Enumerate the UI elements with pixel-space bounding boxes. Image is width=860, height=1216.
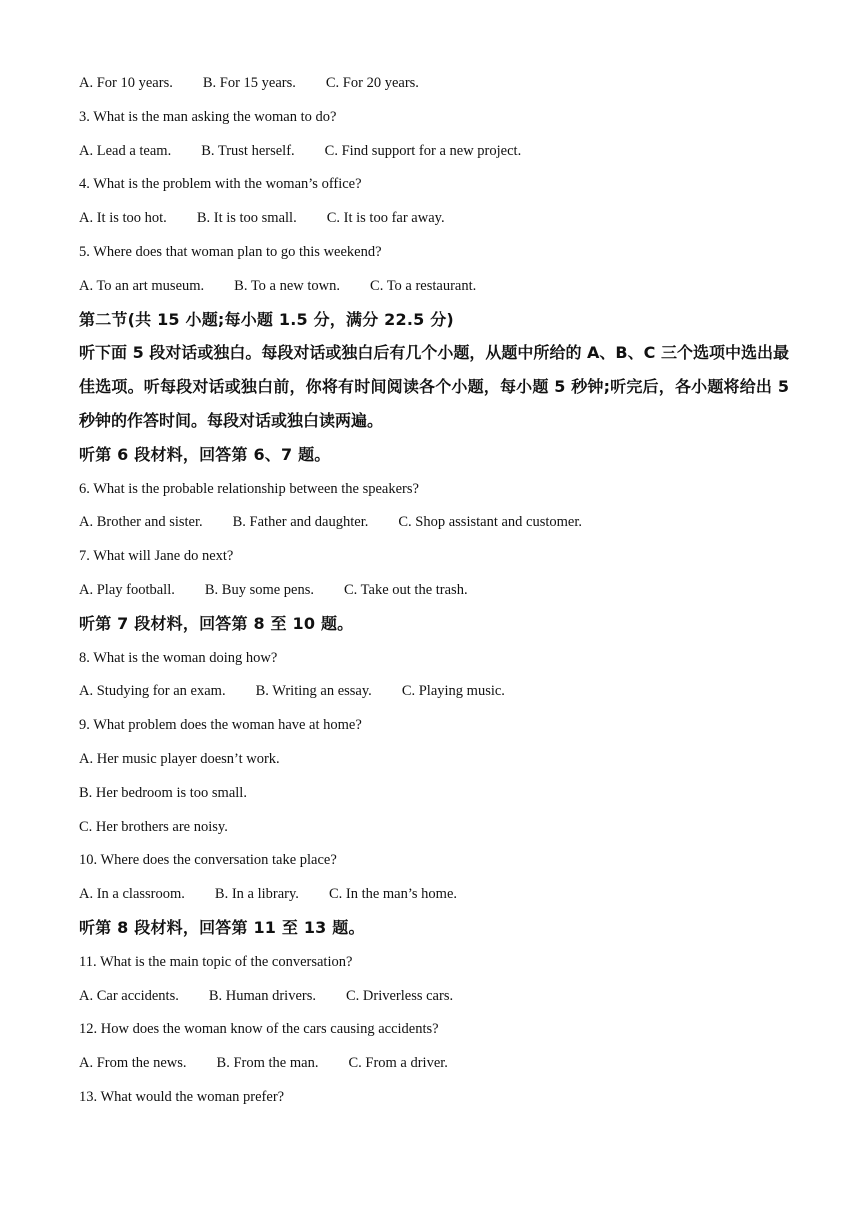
answer-option: A. Studying for an exam. (79, 683, 226, 700)
question-text: 3. What is the man asking the woman to do? (79, 108, 337, 125)
answer-option: B. Trust herself. (201, 142, 295, 159)
question-text: A. Her music player doesn’t work. (79, 750, 280, 767)
answer-option: C. Shop assistant and customer. (398, 514, 583, 531)
answer-option: A. Car accidents. (79, 987, 179, 1004)
question-text: 8. What is the woman doing how? (79, 649, 278, 666)
question-group (79, 917, 789, 1120)
answer-option: C. To a restaurant. (370, 277, 477, 294)
answer-option: B. Father and daughter. (232, 514, 369, 531)
answer-option: A. For 10 years. (79, 75, 173, 91)
answer-option: C. From a driver. (348, 1055, 448, 1072)
answer-option: B. From the man. (216, 1055, 319, 1072)
answer-options (79, 883, 789, 917)
question-text: 5. Where does that woman plan to go this weekend? (79, 243, 382, 260)
answer-option: A. Play football. (79, 581, 175, 598)
page-content (79, 72, 789, 1120)
answer-option: C. Playing music. (401, 683, 505, 700)
answer-option: C. Driverless cars. (345, 987, 454, 1004)
question-text: 12. How does the woman know of the cars causing accidents? (79, 1021, 439, 1038)
question-groups (79, 444, 789, 1120)
question-text: 4. What is the problem with the woman’s office? (79, 176, 362, 193)
section-heading: 第二节(共 15 小题;每小题 1.5 分，满分 22.5 分) (79, 309, 454, 329)
answer-options (79, 680, 789, 714)
question-text: 10. Where does the conversation take place? (79, 852, 337, 869)
section-instructions: 听下面 5 段对话或独白。每段对话或独白后有几个小题，从题中所给的 A、B、C 三个选项中选出最佳选项。听每段对话或独白前，你将有时间阅读各个小题，每小题 5 秒钟;听完后，各小题将给出 5 秒钟的作答时间。每段对话或独白读两遍。 (79, 343, 789, 430)
answer-option: C. Take out the trash. (344, 581, 468, 598)
answer-option: C. Find support for a new project. (324, 142, 522, 159)
answer-options (79, 207, 789, 241)
question-text: 9. What problem does the woman have at home? (79, 717, 362, 734)
answer-option: B. Human drivers. (208, 987, 316, 1004)
answer-option: B. Buy some pens. (204, 581, 315, 598)
question-text: B. Her bedroom is too small. (79, 784, 247, 801)
answer-option: B. In a library. (214, 886, 299, 903)
group-heading: 听第 6 段材料，回答第 6、7 题。 (79, 444, 331, 464)
group-heading: 听第 8 段材料，回答第 11 至 13 题。 (79, 917, 365, 937)
answer-option: B. It is too small. (196, 210, 297, 227)
answer-option: A. Brother and sister. (79, 514, 203, 531)
question-group (79, 613, 789, 917)
answer-options (79, 275, 789, 309)
answer-options (79, 1052, 789, 1086)
question-text: 11. What is the main topic of the conversation? (79, 953, 353, 970)
answer-options (79, 985, 789, 1019)
group-heading: 听第 7 段材料，回答第 8 至 10 题。 (79, 613, 354, 633)
question-group (79, 444, 789, 613)
answer-option: B. Writing an essay. (255, 683, 372, 700)
question-text: 13. What would the woman prefer? (79, 1088, 285, 1105)
answer-option: A. Lead a team. (79, 142, 172, 159)
answer-option: C. For 20 years. (325, 75, 419, 91)
question-text: 7. What will Jane do next? (79, 548, 234, 565)
answer-options (79, 511, 789, 545)
answer-option: A. From the news. (79, 1055, 187, 1072)
answer-options (79, 140, 789, 174)
answer-option: A. In a classroom. (79, 886, 185, 903)
answer-option: C. It is too far away. (326, 210, 445, 227)
questions-top (79, 72, 789, 309)
answer-option: C. In the man’s home. (328, 886, 458, 903)
question-text: 6. What is the probable relationship between the speakers? (79, 480, 419, 497)
answer-option: B. For 15 years. (202, 75, 296, 91)
answer-options (79, 72, 789, 106)
answer-options (79, 579, 789, 613)
answer-option: A. It is too hot. (79, 210, 167, 227)
answer-option: B. To a new town. (234, 277, 341, 294)
answer-option: A. To an art museum. (79, 277, 205, 294)
question-text: C. Her brothers are noisy. (79, 818, 228, 835)
